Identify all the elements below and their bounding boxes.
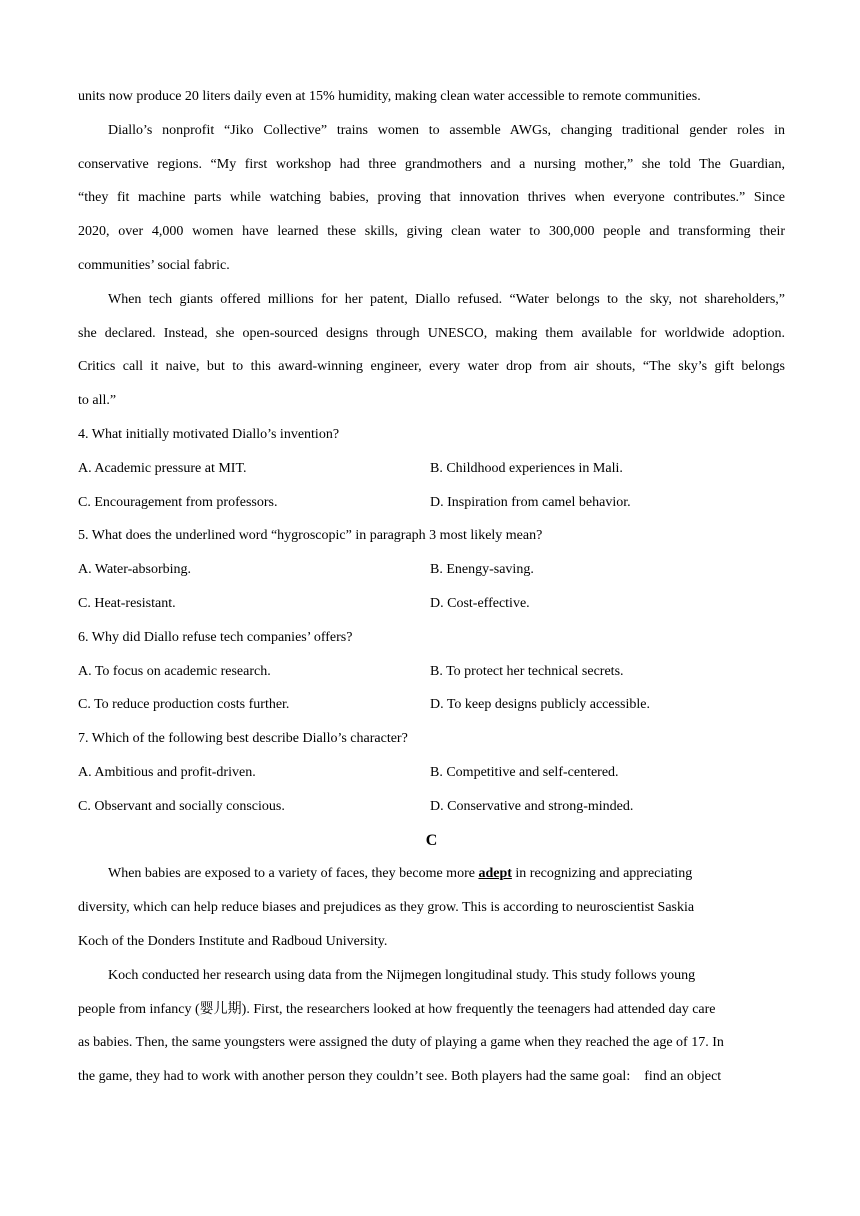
- option-row: [78, 452, 785, 486]
- paragraph-line: diversity, which can help reduce biases and prejudices as they grow. This is according to neuroscientist Saskia: [78, 900, 695, 916]
- paragraph-nijmegen-study: [78, 959, 785, 1094]
- option-c: C. To reduce production costs further.: [78, 697, 290, 713]
- option-a: A. Ambitious and profit-driven.: [78, 764, 256, 780]
- paragraph-line: When tech giants offered millions for her patent, Diallo refused. “Water belongs to the sky, not shareholders,”: [108, 291, 785, 307]
- option-c: C. Encouragement from professors.: [78, 494, 278, 510]
- paragraph-line: Koch of the Donders Institute and Radboud University.: [78, 933, 388, 949]
- option-d: D. To keep designs publicly accessible.: [430, 697, 650, 713]
- question-stem: 5. What does the underlined word “hygroscopic” in paragraph 3 most likely mean?: [78, 528, 543, 544]
- option-row: [78, 688, 785, 722]
- paragraph-line: conservative regions. “My first workshop had three grandmothers and a nursing mother,” she told The Guardian,: [78, 156, 785, 172]
- paragraph-babies-faces: [78, 857, 785, 958]
- paragraph-line: [78, 857, 785, 891]
- text-run: in recognizing and appreciating: [511, 866, 693, 882]
- question-4: [78, 418, 785, 519]
- paragraph-line: “they fit machine parts while watching babies, proving that innovation thrives when everyone contributes.” Since: [78, 190, 785, 206]
- paragraph-jiko-collective: [78, 114, 785, 283]
- underlined-word: adept: [478, 866, 512, 882]
- option-row: [78, 790, 785, 824]
- paragraph-line: as babies. Then, the same youngsters were assigned the duty of playing a game when they reached the age of 17. In: [78, 1035, 724, 1051]
- option-c: C. Heat-resistant.: [78, 595, 176, 611]
- option-row: [78, 756, 785, 790]
- option-d: D. Inspiration from camel behavior.: [430, 494, 631, 510]
- option-row: [78, 553, 785, 587]
- question-stem: 4. What initially motivated Diallo’s invention?: [78, 426, 340, 442]
- paragraph-line: units now produce 20 liters daily even at 15% humidity, making clean water accessible to remote communities.: [78, 89, 701, 104]
- option-d: D. Cost-effective.: [430, 595, 530, 611]
- option-a: A. To focus on academic research.: [78, 663, 271, 679]
- paragraph-line: the game, they had to work with another person they couldn’t see. Both players had the same goal: find an object: [78, 1069, 722, 1085]
- option-b: B. Enengy-saving.: [430, 562, 534, 578]
- paragraph-patent-refusal: [78, 283, 785, 418]
- option-c: C. Observant and socially conscious.: [78, 798, 285, 814]
- paragraph-line: people from infancy (婴儿期). First, the researchers looked at how frequently the teenagers had attended day care: [78, 1001, 716, 1017]
- option-b: B. Childhood experiences in Mali.: [430, 460, 623, 476]
- question-7: [78, 722, 785, 823]
- question-stem: 6. Why did Diallo refuse tech companies’ offers?: [78, 629, 353, 645]
- option-a: A. Water-absorbing.: [78, 562, 192, 578]
- paragraph-line: 2020, over 4,000 women have learned these skills, giving clean water to 300,000 people and transforming their: [78, 224, 785, 240]
- option-b: B. To protect her technical secrets.: [430, 663, 624, 679]
- text-run: When babies are exposed to a variety of faces, they become more: [108, 866, 479, 882]
- paragraph-line: communities’ social fabric.: [78, 257, 230, 273]
- paragraph-line: Critics call it naive, but to this award-winning engineer, every water drop from air shouts, “The sky’s gift belongs: [78, 359, 785, 375]
- paragraph-line: Diallo’s nonprofit “Jiko Collective” trains women to assemble AWGs, changing traditional gender roles in: [108, 122, 785, 138]
- question-stem: 7. Which of the following best describe Diallo’s character?: [78, 731, 408, 747]
- option-d: D. Conservative and strong-minded.: [430, 798, 634, 814]
- paragraph-line: Koch conducted her research using data from the Nijmegen longitudinal study. This study follows young: [108, 967, 696, 983]
- document-page: [78, 80, 785, 1094]
- option-row: [78, 587, 785, 621]
- paragraph-line: she declared. Instead, she open-sourced designs through UNESCO, making them available for worldwide adoption.: [78, 325, 785, 341]
- option-row: [78, 486, 785, 520]
- question-6: [78, 621, 785, 722]
- option-a: A. Academic pressure at MIT.: [78, 460, 247, 476]
- paragraph-line: to all.”: [78, 393, 117, 409]
- option-row: [78, 655, 785, 689]
- question-5: [78, 519, 785, 620]
- option-b: B. Competitive and self-centered.: [430, 764, 619, 780]
- section-heading-c: C: [425, 831, 438, 849]
